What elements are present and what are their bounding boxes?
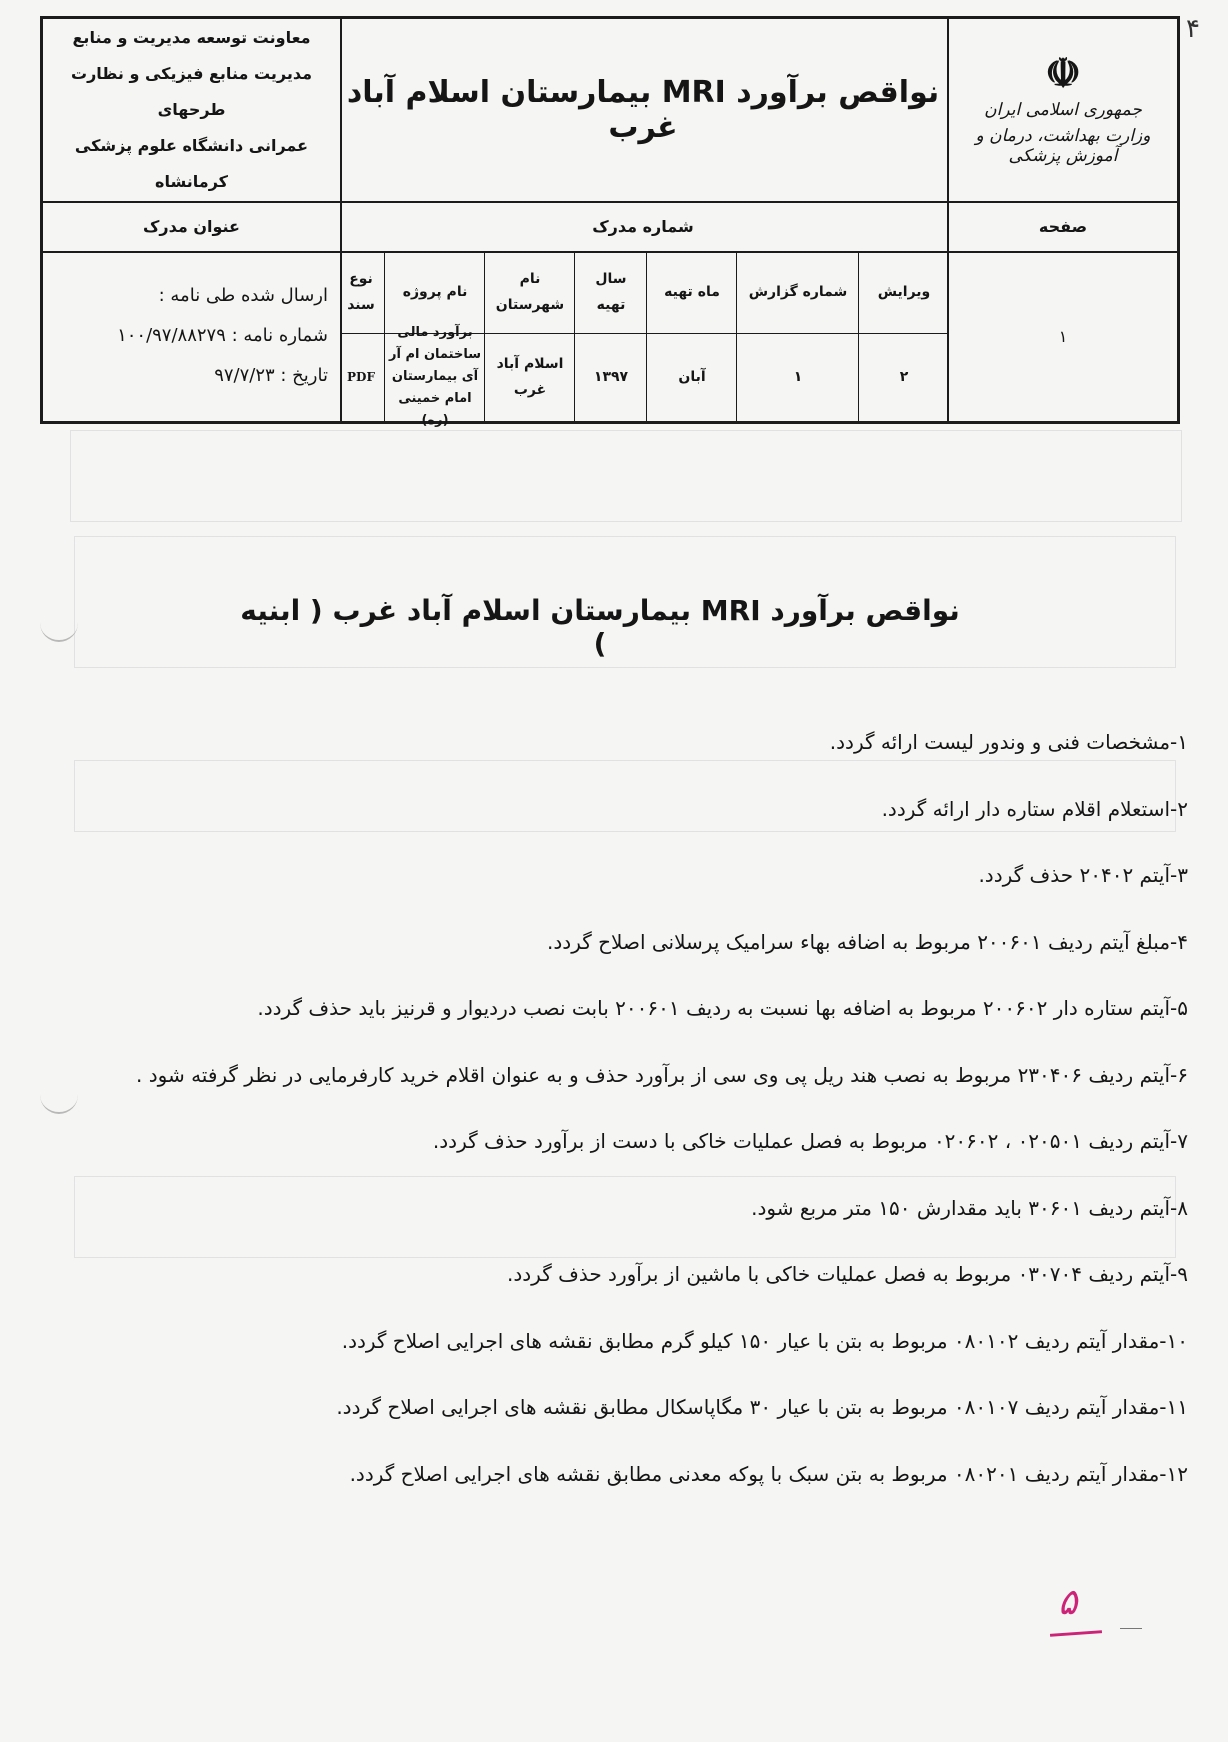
list-item: ۱۱-مقدار آیتم ردیف ۰۸۰۱۰۷ مربوط به بتن با عیار ۳۰ مگاپاسکال مطابق نقشه های اجرایی اصلاح گردد. <box>336 1395 1188 1419</box>
list-item: ۲-استعلام اقلام ستاره دار ارائه گردد. <box>881 796 1188 821</box>
list-item: ۶-آیتم ردیف ۲۳۰۴۰۶ مربوط به نصب هند ریل پی وی سی از برآورد حذف و به عنوان اقلام خرید کارفرمایی در نظر گرفته شود . <box>136 1062 1188 1087</box>
header-table <box>40 16 1180 428</box>
col-val-report-number: ۱ <box>793 369 803 385</box>
list-item: ۸-آیتم ردیف ۳۰۶۰۱ باید مقدارش ۱۵۰ متر مربع شود. <box>751 1195 1188 1220</box>
col-head-doc-type: نوع سند <box>347 271 375 313</box>
department-line-1: معاونت توسعه مدیریت و منابع <box>72 28 311 47</box>
list-item: ۵-آیتم ستاره دار ۲۰۰۶۰۲ مربوط به اضافه بها نسبت به ردیف ۲۰۰۶۰۱ بابت نصب دردیوار و قرنیز باید حذف گردد. <box>257 996 1188 1020</box>
letter-date: تاریخ : ۹۷/۷/۲۳ <box>214 365 328 386</box>
deficiency-list <box>48 722 1188 1520</box>
department-line-3: عمرانی دانشگاه علوم پزشکی کرمانشاه <box>74 136 309 191</box>
department-line-2: مدیریت منابع فیزیکی و نظارت طرحهای <box>70 64 312 119</box>
label-doc-number: شماره مدرک <box>592 216 694 236</box>
header-title-cell <box>337 19 949 201</box>
list-item: ۴-مبلغ آیتم ردیف ۲۰۰۶۰۱ مربوط به اضافه بهاء سرامیک پرسلانی اصلاح گردد. <box>547 929 1188 954</box>
label-page: صفحه <box>1038 216 1088 236</box>
corner-mark: ۴ <box>1186 14 1200 44</box>
header-title: نواقص برآورد MRI بیمارستان اسلام آباد غرب <box>346 75 940 145</box>
label-doc-title: عنوان مدرک <box>143 216 240 236</box>
col-head-prep-year: سال تهیه <box>595 271 627 313</box>
col-head-edition: ویرایش <box>877 284 931 300</box>
handwritten-page-number: ۵ <box>1058 1582 1078 1623</box>
col-val-doc-type: PDF <box>347 370 375 384</box>
page-number-underline <box>1050 1630 1102 1637</box>
col-val-prep-month: آبان <box>678 369 706 385</box>
list-item: ۱-مشخصات فنی و وندور لیست ارائه گردد. <box>829 730 1188 754</box>
sent-via-letter: ارسال شده طی نامه : <box>158 285 328 306</box>
col-val-project: برآورد مالی ساختمان ام آر آی بیمارستان امام خمینی (ره) <box>388 325 481 428</box>
col-head-city: نام شهرستان <box>495 271 565 313</box>
col-val-edition: ۲ <box>899 369 909 385</box>
document-heading: نواقص برآورد MRI بیمارستان اسلام آباد غرب ( ابنیه ) <box>240 594 960 660</box>
col-head-report-number: شماره گزارش <box>748 284 848 300</box>
small-dash <box>1120 1628 1142 1629</box>
ghost-table-top <box>70 430 1182 522</box>
emblem-line-1: جمهوری اسلامی ایران <box>984 100 1142 120</box>
list-item: ۱۰-مقدار آیتم ردیف ۰۸۰۱۰۲ مربوط به بتن با عیار ۱۵۰ کیلو گرم مطابق نقشه های اجرایی اصلاح گردد. <box>341 1328 1188 1353</box>
sent-info-cell <box>43 251 340 421</box>
emblem-icon: ☫ <box>1045 50 1081 97</box>
letter-number: شماره نامه : ۱۰۰/۹۷/۸۸۲۷۹ <box>117 325 328 346</box>
col-head-project: نام پروژه <box>402 284 468 300</box>
list-item: ۷-آیتم ردیف ۰۲۰۵۰۱ ، ۰۲۰۶۰۲ مربوط به فصل عملیات خاکی با دست از برآورد حذف گردد. <box>432 1129 1188 1153</box>
col-val-city: اسلام آباد غرب <box>496 356 564 398</box>
department-cell <box>43 19 340 201</box>
col-val-prep-year: ۱۳۹۷ <box>593 369 629 385</box>
list-item: ۱۲-مقدار آیتم ردیف ۰۸۰۲۰۱ مربوط به بتن سبک با پوکه معدنی مطابق نقشه های اجرایی اصلاح گردد. <box>349 1461 1188 1486</box>
list-item: ۳-آیتم ۲۰۴۰۲ حذف گردد. <box>978 863 1188 887</box>
col-head-prep-month: ماه تهیه <box>664 284 720 300</box>
emblem-block <box>949 19 1177 201</box>
page-value: ۱ <box>1058 326 1068 346</box>
list-item: ۹-آیتم ردیف ۰۳۰۷۰۴ مربوط به فصل عملیات خاکی با ماشین از برآورد حذف گردد. <box>507 1262 1188 1286</box>
punch-hole-mark-top <box>40 618 78 642</box>
emblem-line-2: وزارت بهداشت، درمان و آموزش پزشکی <box>975 126 1151 166</box>
